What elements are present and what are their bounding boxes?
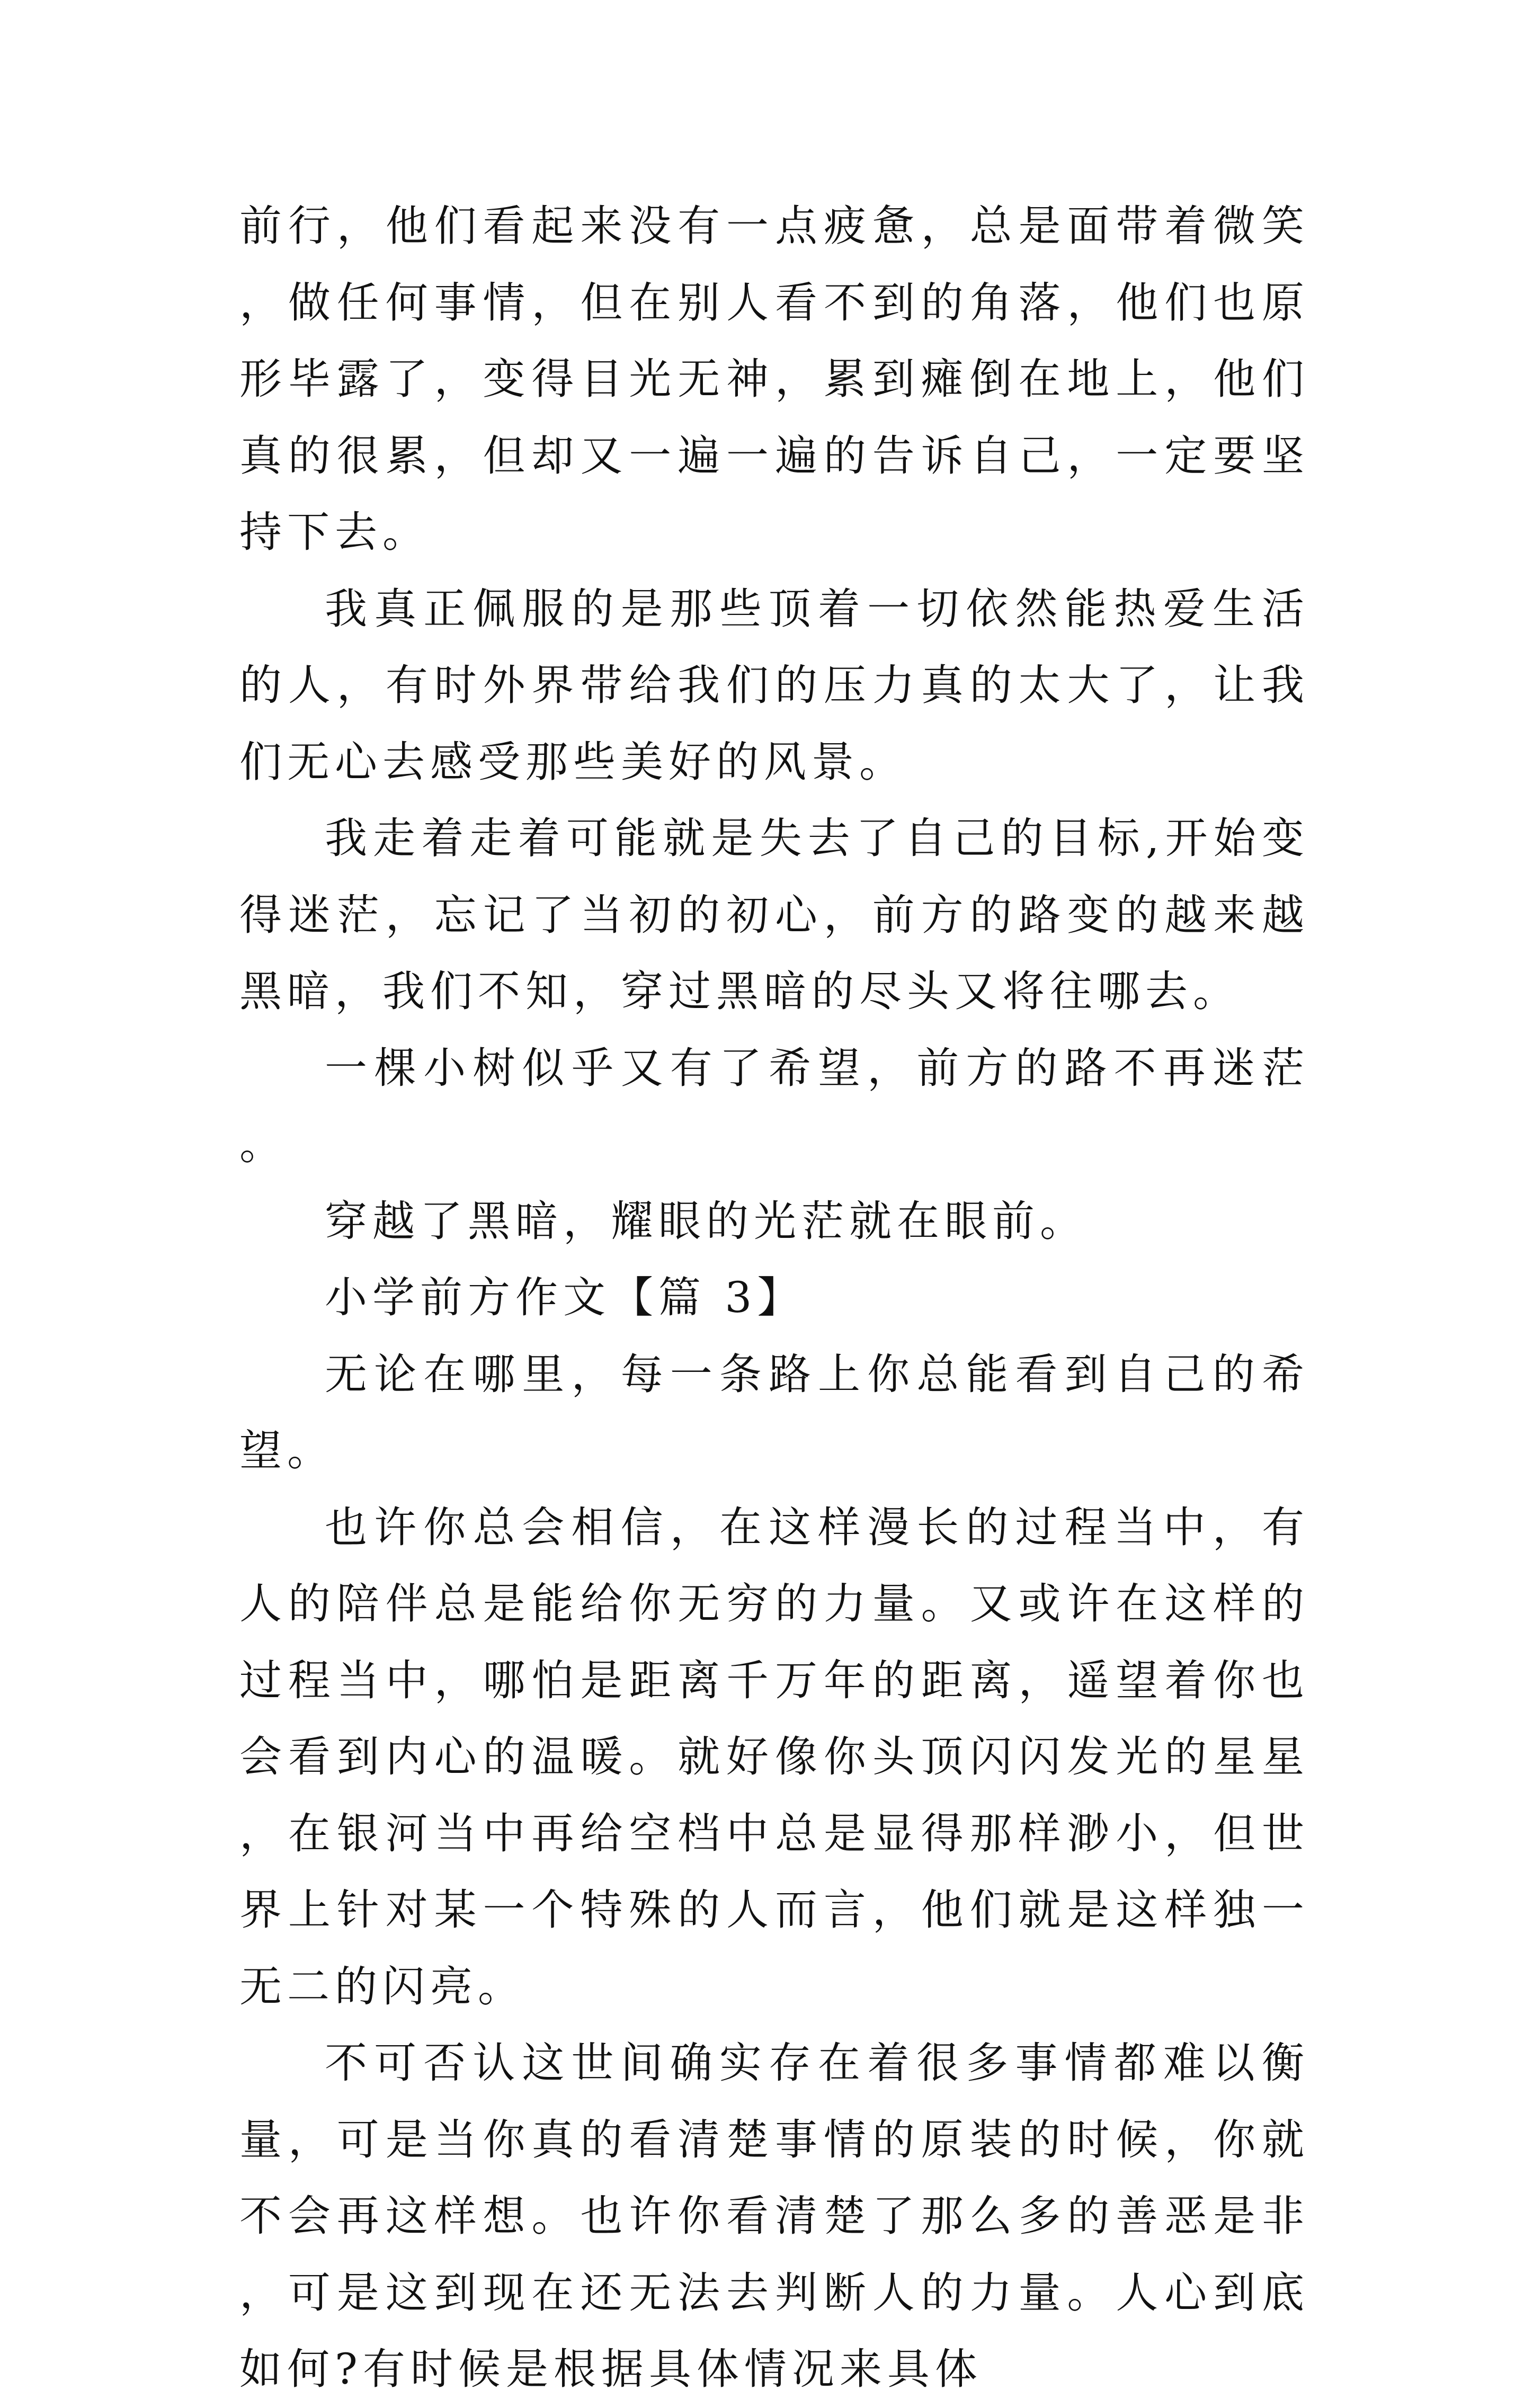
paragraph-continuation: 前行，他们看起来没有一点疲惫，总是面带着微笑，做任何事情，但在别人看不到的角落，他们也原形毕露了，变得目光无神，累到瘫倒在地上，他们真的很累，但却又一遍一遍的告诉自己，一定要坚持下去。 <box>239 201 1309 557</box>
document-page <box>239 188 1309 2408</box>
paragraph: 我走着走着可能就是失去了自己的目标,开始变得迷茫，忘记了当初的初心，前方的路变的越来越黑暗，我们不知，穿过黑暗的尽头又将往哪去。 <box>239 814 1309 1016</box>
paragraph: 无论在哪里，每一条路上你总能看到自己的希望。 <box>239 1349 1309 1475</box>
paragraph: 也许你总会相信，在这样漫长的过程当中，有人的陪伴总是能给你无穷的力量。又或许在这样的过程当中，哪怕是距离千万年的距离，遥望着你也会看到内心的温暖。就好像你头顶闪闪发光的星星，在银河当中再给空档中总是显得那样渺小，但世界上针对某一个特殊的人而言，他们就是这样独一无二的闪亮。 <box>239 1502 1309 2011</box>
paragraph: 一棵小树似乎又有了希望，前方的路不再迷茫。 <box>239 1043 1309 1169</box>
paragraph: 不可否认这世间确实存在着很多事情都难以衡量，可是当你真的看清楚事情的原装的时候，你就不会再这样想。也许你看清楚了那么多的善恶是非，可是这到现在还无法去判断人的力量。人心到底如何?有时候是根据具体情况来具体 <box>239 2038 1309 2394</box>
paragraph: 我真正佩服的是那些顶着一切依然能热爱生活的人，有时外界带给我们的压力真的太大了，让我们无心去感受那些美好的风景。 <box>239 584 1309 787</box>
section-heading: 小学前方作文【篇 3】 <box>325 1273 805 1322</box>
paragraph: 穿越了黑暗，耀眼的光茫就在眼前。 <box>325 1196 1088 1246</box>
